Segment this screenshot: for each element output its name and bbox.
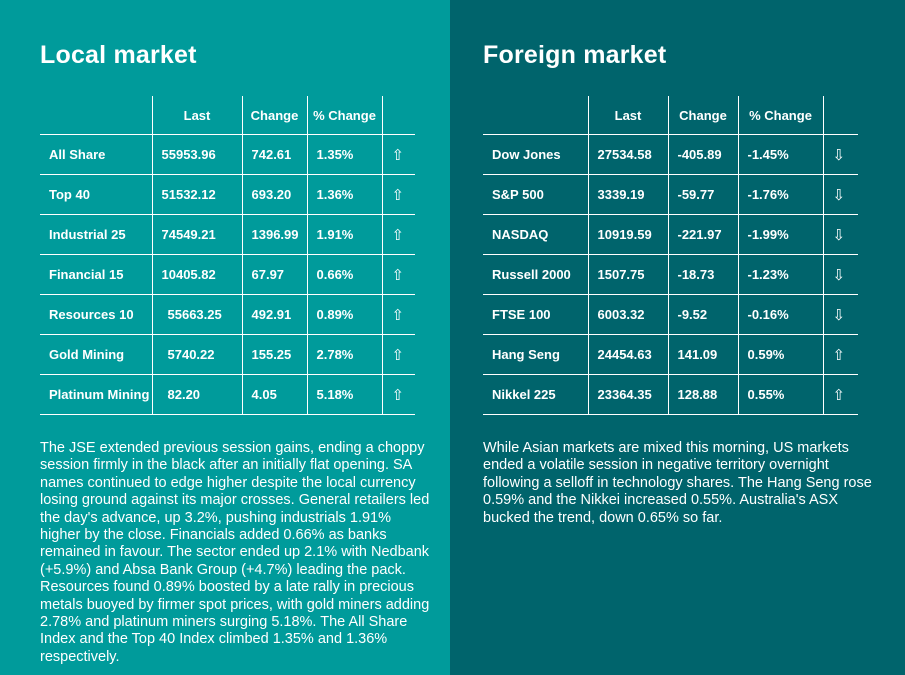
direction-cell <box>823 135 858 175</box>
col-header-last: Last <box>588 96 668 135</box>
col-header-direction <box>382 96 415 135</box>
table-row <box>40 215 415 255</box>
instrument-label: Nikkel 225 <box>483 375 588 415</box>
direction-cell <box>382 295 415 335</box>
instrument-label: Financial 15 <box>40 255 152 295</box>
change-value: -221.97 <box>668 215 738 255</box>
direction-cell <box>382 255 415 295</box>
col-header-pct-change: % Change <box>307 96 382 135</box>
local-market-commentary: The JSE extended previous session gains, ending a choppy session firmly in the black after an initially flat opening. SA names continued to edge higher despite the local currency losing ground against its major crosses. General retailers led the day's advance, up 3.2%, pushing industrials 1.91% higher by the close. Financials added 0.66% as banks remained in favour. The sector ended up 2.1% with Nedbank (+5.9%) and Absa Bank Group (+4.7%) leading the pack. Resources found 0.89% boosted by a late rally in precious metals buoyed by firmer spot prices, with gold miners adding 2.78% and platinum miners surging 5.18%. The All Share Index and the Top 40 Index climbed 1.35% and 1.36% respectively. <box>40 440 430 665</box>
col-header-pct-change: % Change <box>738 96 823 135</box>
last-value: 3339.19 <box>588 175 668 215</box>
down-arrow-icon: ⇩ <box>832 305 846 324</box>
pct-change-value: 2.78% <box>307 335 382 375</box>
table-header-row <box>40 96 415 135</box>
change-value: 1396.99 <box>242 215 307 255</box>
up-arrow-icon: ⇧ <box>391 225 405 244</box>
table-row <box>483 135 858 175</box>
pct-change-value: 5.18% <box>307 375 382 415</box>
pct-change-value: -1.23% <box>738 255 823 295</box>
pct-change-value: -1.45% <box>738 135 823 175</box>
last-value: 82.20 <box>152 375 242 415</box>
up-arrow-icon: ⇧ <box>391 185 405 204</box>
table-row <box>483 175 858 215</box>
col-header-instrument <box>483 96 588 135</box>
foreign-market-panel <box>450 0 905 675</box>
change-value: 155.25 <box>242 335 307 375</box>
direction-cell <box>823 175 858 215</box>
change-value: 693.20 <box>242 175 307 215</box>
up-arrow-icon: ⇧ <box>391 345 405 364</box>
up-arrow-icon: ⇧ <box>391 265 405 284</box>
col-header-change: Change <box>668 96 738 135</box>
pct-change-value: 1.35% <box>307 135 382 175</box>
direction-cell <box>823 375 858 415</box>
table-row <box>483 335 858 375</box>
instrument-label: NASDAQ <box>483 215 588 255</box>
up-arrow-icon: ⇧ <box>832 345 846 364</box>
direction-cell <box>823 295 858 335</box>
direction-cell <box>382 175 415 215</box>
last-value: 10405.82 <box>152 255 242 295</box>
last-value: 24454.63 <box>588 335 668 375</box>
local-market-title: Local market <box>40 41 197 69</box>
col-header-last: Last <box>152 96 242 135</box>
change-value: -405.89 <box>668 135 738 175</box>
down-arrow-icon: ⇩ <box>832 265 846 284</box>
up-arrow-icon: ⇧ <box>832 385 846 404</box>
pct-change-value: 1.36% <box>307 175 382 215</box>
table-header-row <box>483 96 858 135</box>
down-arrow-icon: ⇩ <box>832 225 846 244</box>
last-value: 55953.96 <box>152 135 242 175</box>
last-value: 5740.22 <box>152 335 242 375</box>
table-row <box>40 335 415 375</box>
instrument-label: Gold Mining <box>40 335 152 375</box>
table-row <box>40 255 415 295</box>
change-value: -59.77 <box>668 175 738 215</box>
col-header-instrument <box>40 96 152 135</box>
pct-change-value: -1.76% <box>738 175 823 215</box>
change-value: -9.52 <box>668 295 738 335</box>
pct-change-value: 0.59% <box>738 335 823 375</box>
direction-cell <box>823 335 858 375</box>
instrument-label: S&P 500 <box>483 175 588 215</box>
direction-cell <box>823 255 858 295</box>
instrument-label: Dow Jones <box>483 135 588 175</box>
change-value: 141.09 <box>668 335 738 375</box>
instrument-label: Top 40 <box>40 175 152 215</box>
change-value: -18.73 <box>668 255 738 295</box>
instrument-label: All Share <box>40 135 152 175</box>
table-row <box>40 295 415 335</box>
local-market-table <box>40 96 415 415</box>
change-value: 742.61 <box>242 135 307 175</box>
last-value: 23364.35 <box>588 375 668 415</box>
up-arrow-icon: ⇧ <box>391 305 405 324</box>
foreign-market-commentary: While Asian markets are mixed this morning, US markets ended a volatile session in negative territory overnight following a selloff in technology shares. The Hang Seng rose 0.59% and the Nikkei increased 0.55%. Australia's ASX bucked the trend, down 0.65% so far. <box>483 440 872 526</box>
instrument-label: FTSE 100 <box>483 295 588 335</box>
local-market-panel <box>0 0 450 675</box>
table-row <box>483 255 858 295</box>
pct-change-value: 0.55% <box>738 375 823 415</box>
change-value: 128.88 <box>668 375 738 415</box>
down-arrow-icon: ⇩ <box>832 145 846 164</box>
last-value: 27534.58 <box>588 135 668 175</box>
last-value: 74549.21 <box>152 215 242 255</box>
instrument-label: Platinum Mining <box>40 375 152 415</box>
pct-change-value: 1.91% <box>307 215 382 255</box>
last-value: 55663.25 <box>152 295 242 335</box>
instrument-label: Industrial 25 <box>40 215 152 255</box>
foreign-market-title: Foreign market <box>483 41 667 69</box>
direction-cell <box>382 335 415 375</box>
direction-cell <box>823 215 858 255</box>
up-arrow-icon: ⇧ <box>391 385 405 404</box>
table-row <box>483 295 858 335</box>
pct-change-value: -1.99% <box>738 215 823 255</box>
change-value: 492.91 <box>242 295 307 335</box>
foreign-market-table <box>483 96 858 415</box>
last-value: 51532.12 <box>152 175 242 215</box>
direction-cell <box>382 375 415 415</box>
direction-cell <box>382 135 415 175</box>
down-arrow-icon: ⇩ <box>832 185 846 204</box>
last-value: 1507.75 <box>588 255 668 295</box>
col-header-change: Change <box>242 96 307 135</box>
table-row <box>483 215 858 255</box>
last-value: 10919.59 <box>588 215 668 255</box>
change-value: 67.97 <box>242 255 307 295</box>
col-header-direction <box>823 96 858 135</box>
instrument-label: Hang Seng <box>483 335 588 375</box>
table-row <box>40 375 415 415</box>
pct-change-value: 0.66% <box>307 255 382 295</box>
direction-cell <box>382 215 415 255</box>
table-row <box>40 175 415 215</box>
instrument-label: Russell 2000 <box>483 255 588 295</box>
up-arrow-icon: ⇧ <box>391 145 405 164</box>
table-row <box>40 135 415 175</box>
pct-change-value: -0.16% <box>738 295 823 335</box>
change-value: 4.05 <box>242 375 307 415</box>
last-value: 6003.32 <box>588 295 668 335</box>
instrument-label: Resources 10 <box>40 295 152 335</box>
pct-change-value: 0.89% <box>307 295 382 335</box>
table-row <box>483 375 858 415</box>
